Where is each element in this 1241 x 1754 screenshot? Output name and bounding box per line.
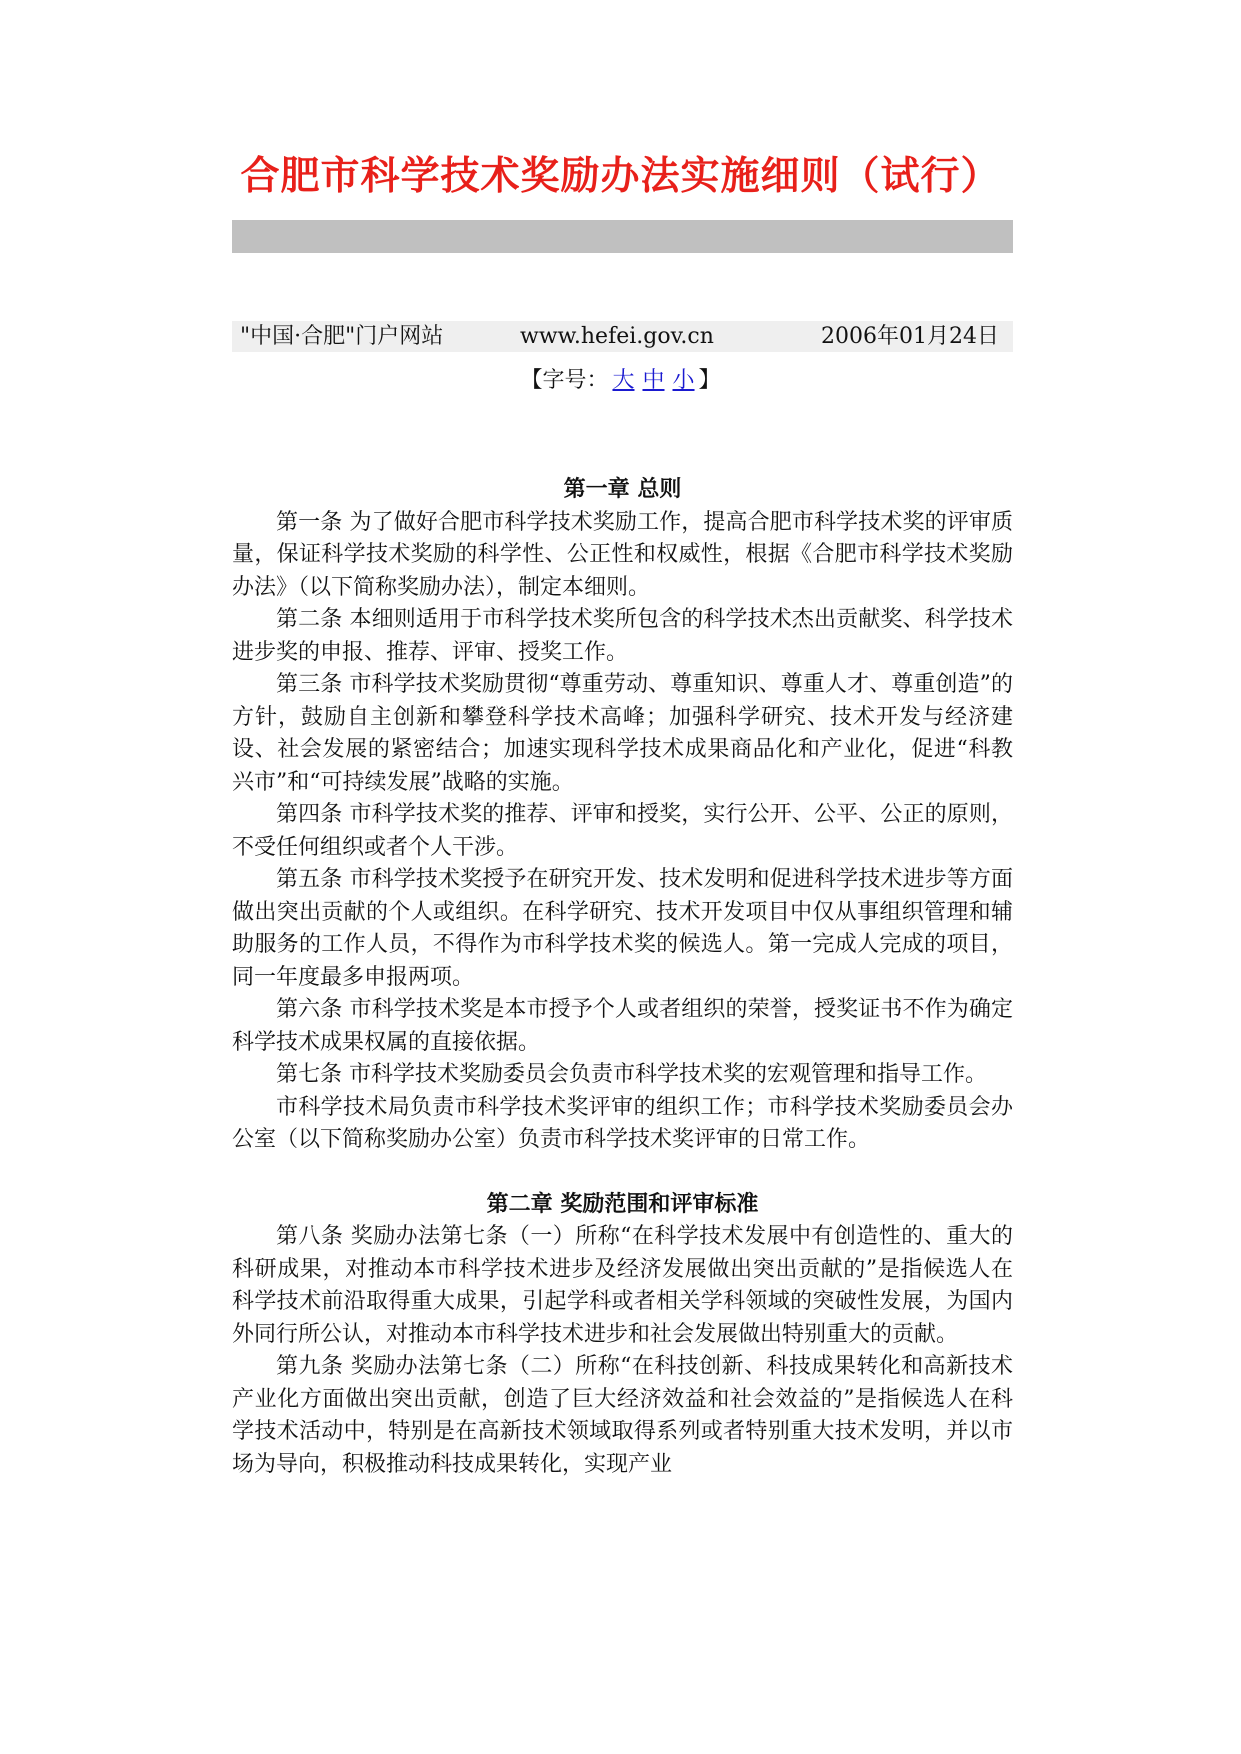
article-paragraph: 第三条 市科学技术奖励贯彻“尊重劳动、尊重知识、尊重人才、尊重创造”的方针，鼓励自主创新和攀登科学技术高峰；加强科学研究、技术开发与经济建设、社会发展的紧密结合；加速实现科学技术成果商品化和产业化，促进“科教兴市”和“可持续发展”战略的实施。: [232, 672, 1013, 795]
font-size-small-link[interactable]: 小: [672, 368, 695, 393]
source-url: www.hefei.gov.cn: [520, 324, 714, 349]
article-paragraph: 第七条 市科学技术奖励委员会负责市科学技术奖的宏观管理和指导工作。: [276, 1062, 987, 1087]
article-paragraph: 第五条 市科学技术奖授予在研究开发、技术发明和促进科学技术进步等方面做出突出贡献的个人或组织。在科学研究、技术开发项目中仅从事组织管理和辅助服务的工作人员，不得作为市科学技术奖的候选人。第一完成人完成的项目，同一年度最多申报两项。: [232, 867, 1013, 990]
document-body: [232, 474, 1013, 1481]
font-size-prefix: 【字号：: [520, 368, 609, 393]
chapter-heading: 第一章 总则: [563, 477, 682, 502]
title-divider-bar: [232, 220, 1013, 253]
font-size-selector: [0, 366, 1241, 396]
source-info-bar: [232, 321, 1013, 352]
font-size-suffix: 】: [698, 368, 721, 393]
source-site: "中国·合肥"门户网站: [240, 324, 444, 349]
article-paragraph: 第八条 奖励办法第七条（一）所称“在科学技术发展中有创造性的、重大的科研成果，对推动本市科学技术进步及经济发展做出突出贡献的”是指候选人在科学技术前沿取得重大成果，引起学科或者相关学科领域的突破性发展，为国内外同行所公认，对推动本市科学技术进步和社会发展做出特别重大的贡献。: [232, 1224, 1013, 1347]
article-paragraph: 第二条 本细则适用于市科学技术奖所包含的科学技术杰出贡献奖、科学技术进步奖的申报、推荐、评审、授奖工作。: [232, 607, 1013, 665]
article-paragraph: 市科学技术局负责市科学技术奖评审的组织工作；市科学技术奖励委员会办公室（以下简称奖励办公室）负责市科学技术奖评审的日常工作。: [232, 1094, 1013, 1152]
article-paragraph: 第四条 市科学技术奖的推荐、评审和授奖，实行公开、公平、公正的原则，不受任何组织或者个人干涉。: [232, 802, 1013, 860]
publish-date: 2006年01月24日: [821, 324, 999, 349]
font-size-medium-link[interactable]: 中: [642, 368, 665, 393]
article-paragraph: 第一条 为了做好合肥市科学技术奖励工作，提高合肥市科学技术奖的评审质量，保证科学技术奖励的科学性、公正性和权威性，根据《合肥市科学技术奖励办法》（以下简称奖励办法），制定本细则。: [232, 509, 1013, 600]
chapter-heading: 第二章 奖励范围和评审标准: [486, 1191, 759, 1217]
article-paragraph: 第六条 市科学技术奖是本市授予个人或者组织的荣誉，授奖证书不作为确定科学技术成果权属的直接依据。: [232, 997, 1013, 1055]
document-title: 合肥市科学技术奖励办法实施细则（试行）: [240, 154, 1001, 199]
article-paragraph: 第九条 奖励办法第七条（二）所称“在科技创新、科技成果转化和高新技术产业化方面做出突出贡献，创造了巨大经济效益和社会效益的”是指候选人在科学技术活动中，特别是在高新技术领域取得系列或者特别重大技术发明，并以市场为导向，积极推动科技成果转化，实现产业: [232, 1354, 1013, 1477]
font-size-large-link[interactable]: 大: [612, 368, 635, 393]
